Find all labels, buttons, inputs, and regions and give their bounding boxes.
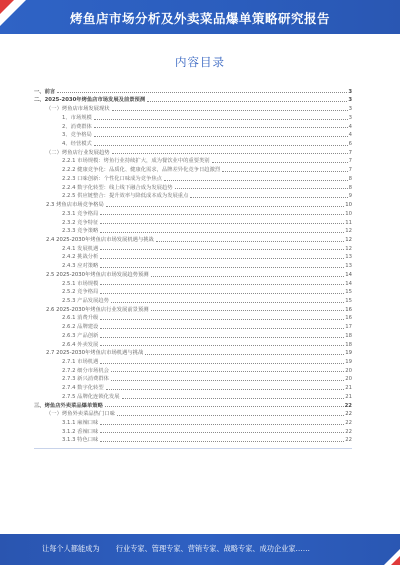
- toc-page-number: 22: [345, 428, 352, 435]
- toc-entry-text: 4、经营模式: [62, 141, 92, 148]
- toc-entry-text: 2.7.2 细分市场机会: [62, 367, 109, 374]
- toc-dot-leader: [122, 398, 345, 399]
- toc-page-number: 3: [348, 106, 352, 113]
- toc-page-number: 22: [345, 437, 352, 444]
- toc-entry-text: 2.5.2 竞争格局: [62, 289, 99, 296]
- toc-entry-text: 2.5 2025-2030年烤鱼店市场发展趋势预测: [46, 271, 149, 278]
- toc-page-number: 18: [345, 341, 352, 348]
- toc-dot-leader: [57, 92, 347, 93]
- toc-page-number: 11: [345, 219, 352, 226]
- toc-page-number: 20: [345, 376, 352, 383]
- toc-entry[interactable]: [34, 234, 352, 243]
- table-of-contents: [34, 86, 352, 443]
- toc-entry-text: 2.6.1 消费升级: [62, 315, 99, 322]
- footer-red-accent: [391, 556, 400, 565]
- header-red-accent: [0, 0, 14, 14]
- toc-dot-leader: [190, 197, 347, 198]
- toc-dot-leader: [111, 302, 344, 303]
- toc-entry-text: 2.3.3 竞争策略: [62, 228, 99, 235]
- toc-entry-text: 2.2.4 数字化转型：线上线下融合成为发展趋势: [62, 184, 173, 191]
- toc-entry[interactable]: [34, 182, 352, 191]
- toc-page-number: 22: [344, 402, 352, 409]
- toc-entry[interactable]: [34, 156, 352, 165]
- toc-entry[interactable]: [34, 339, 352, 348]
- toc-page-number: 22: [345, 420, 352, 427]
- toc-dot-leader: [100, 214, 344, 215]
- toc-dot-leader: [111, 380, 344, 381]
- toc-page-number: 3: [348, 114, 352, 121]
- report-title: 烤鱼店市场分析及外卖菜品爆单策略研究报告: [69, 11, 330, 26]
- toc-entry-text: 1、市场规模: [62, 114, 92, 121]
- toc-entry[interactable]: [34, 321, 352, 330]
- toc-entry[interactable]: [34, 252, 352, 261]
- toc-entry[interactable]: [34, 287, 352, 296]
- toc-entry-text: 2.5.3 产品发展趋势: [62, 297, 109, 304]
- toc-entry[interactable]: [34, 260, 352, 269]
- toc-page-number: 7: [348, 158, 352, 165]
- toc-entry-text: 2.7.3 新兴消费群体: [62, 376, 109, 383]
- toc-entry[interactable]: [34, 356, 352, 365]
- toc-entry-text: 2.6.4 外卖发展: [62, 341, 99, 348]
- toc-entry-text: 2.6.3 产品创新: [62, 332, 99, 339]
- toc-entry-text: 3.1.3 特色口味: [62, 437, 99, 444]
- toc-entry[interactable]: [34, 164, 352, 173]
- toc-entry[interactable]: [34, 313, 352, 322]
- toc-entry-text: 二、2025-2030年烤鱼店市场发展及前景预测: [34, 97, 146, 104]
- toc-dot-leader: [100, 293, 344, 294]
- toc-page-number: 3: [348, 88, 352, 95]
- toc-entry[interactable]: [34, 269, 352, 278]
- toc-entry[interactable]: [34, 304, 352, 313]
- toc-page-number: 10: [345, 210, 352, 217]
- toc-dot-leader: [100, 432, 344, 433]
- toc-entry[interactable]: [34, 121, 352, 130]
- toc-dot-leader: [151, 276, 345, 277]
- toc-entry[interactable]: [34, 278, 352, 287]
- toc-page-number: 3: [348, 97, 352, 104]
- toc-entry[interactable]: [34, 417, 352, 426]
- toc-entry[interactable]: [34, 435, 352, 444]
- toc-dot-leader: [100, 328, 344, 329]
- toc-page-number: 14: [345, 271, 352, 278]
- toc-entry-text: 三、烤鱼店外卖菜品爆单策略: [34, 402, 103, 409]
- toc-page-number: 7: [348, 149, 352, 156]
- toc-dot-leader: [100, 249, 344, 250]
- toc-dot-leader: [105, 406, 344, 407]
- toc-entry[interactable]: [34, 199, 352, 208]
- toc-entry[interactable]: [34, 208, 352, 217]
- toc-page-number: 10: [345, 202, 352, 209]
- toc-dot-leader: [112, 110, 348, 111]
- toc-entry[interactable]: [34, 426, 352, 435]
- toc-entry[interactable]: [34, 173, 352, 182]
- toc-entry[interactable]: [34, 112, 352, 121]
- toc-divider: [34, 448, 352, 449]
- toc-page-number: 6: [348, 141, 352, 148]
- toc-dot-leader: [100, 267, 344, 268]
- toc-dot-leader: [94, 136, 348, 137]
- toc-page-number: 16: [345, 306, 352, 313]
- toc-dot-leader: [151, 310, 345, 311]
- toc-dot-leader: [94, 119, 348, 120]
- toc-entry[interactable]: [34, 391, 352, 400]
- toc-page-number: 16: [345, 315, 352, 322]
- toc-page-number: 19: [345, 350, 352, 357]
- toc-page-number: 21: [345, 385, 352, 392]
- toc-dot-leader: [175, 188, 348, 189]
- toc-entry-text: 2.4.3 应对策略: [62, 263, 99, 270]
- toc-entry[interactable]: [34, 191, 352, 200]
- toc-dot-leader: [106, 389, 345, 390]
- toc-entry-text: 3、竞争格局: [62, 132, 92, 139]
- toc-page-number: 22: [345, 411, 352, 418]
- toc-page-number: 4: [348, 123, 352, 130]
- toc-dot-leader: [212, 162, 348, 163]
- toc-dot-leader: [106, 206, 344, 207]
- toc-page-number: 12: [345, 236, 352, 243]
- toc-dot-leader: [164, 180, 348, 181]
- toc-dot-leader: [100, 424, 344, 425]
- toc-dot-leader: [100, 441, 344, 442]
- toc-page-number: 4: [348, 132, 352, 139]
- toc-entry-text: 2.7 2025-2030年烤鱼店市场机遇与挑战: [46, 350, 144, 357]
- toc-entry[interactable]: [34, 374, 352, 383]
- toc-entry-text: 2.7.1 市场机遇: [62, 359, 99, 365]
- toc-page-number: 9: [348, 193, 352, 200]
- toc-entry-text: 2.6 2025-2030年烤鱼店行业发展前景预测: [46, 306, 149, 313]
- toc-entry[interactable]: [34, 365, 352, 374]
- toc-page-number: 8: [348, 175, 352, 182]
- toc-entry-text: 2.4.1 发展机遇: [62, 245, 99, 252]
- toc-dot-leader: [94, 127, 348, 128]
- toc-entry-text: 2.3 烤鱼店市场竞争格局: [46, 202, 104, 209]
- toc-dot-leader: [112, 153, 348, 154]
- toc-dot-leader: [156, 241, 344, 242]
- toc-entry-text: 2.3.2 竞争特征: [62, 219, 99, 226]
- toc-dot-leader: [117, 415, 344, 416]
- toc-entry[interactable]: [34, 295, 352, 304]
- toc-page-number: 21: [345, 393, 352, 400]
- toc-page-number: 15: [345, 289, 352, 296]
- toc-entry-text: 2.3.1 竞争格局: [62, 210, 99, 217]
- toc-entry-text: 2.7.5 品牌化连锁化发展: [62, 393, 120, 400]
- toc-entry[interactable]: [34, 95, 352, 104]
- toc-page-number: 17: [345, 324, 352, 331]
- toc-dot-leader: [147, 101, 347, 102]
- toc-page-number: 19: [345, 359, 352, 365]
- toc-entry-text: 2.2.1 市场规模：烤鱼行业持续扩大，成为餐饮业中的重要类别: [62, 158, 210, 165]
- toc-dot-leader: [100, 223, 344, 224]
- toc-dot-leader: [100, 337, 344, 338]
- toc-entry-text: （二）烤鱼店行业发展趋势: [46, 149, 110, 156]
- toc-dot-leader: [222, 171, 347, 172]
- toc-dot-leader: [100, 232, 344, 233]
- toc-page-number: 14: [345, 280, 352, 287]
- toc-entry-text: 2.7.4 数字化转型: [62, 385, 104, 392]
- toc-dot-leader: [100, 345, 344, 346]
- toc-entry[interactable]: [34, 348, 352, 357]
- toc-dot-leader: [111, 371, 344, 372]
- toc-entry-text: 2.4.2 挑战分析: [62, 254, 99, 261]
- toc-entry-text: 2.4 2025-2030年烤鱼店市场发展机遇与挑战: [46, 236, 154, 243]
- footer-slogan: [42, 544, 310, 554]
- toc-dot-leader: [145, 354, 344, 355]
- toc-page-number: 13: [345, 263, 352, 270]
- toc-entry[interactable]: [34, 226, 352, 235]
- toc-page-number: 12: [345, 228, 352, 235]
- toc-entry[interactable]: [34, 86, 352, 95]
- toc-page-number: 12: [345, 245, 352, 252]
- toc-page-number: 8: [348, 184, 352, 191]
- toc-entry-text: 2.6.2 品牌建设: [62, 324, 99, 331]
- toc-page-number: 13: [345, 254, 352, 261]
- toc-entry[interactable]: [34, 409, 352, 418]
- toc-dot-leader: [100, 284, 344, 285]
- toc-page-number: 15: [345, 297, 352, 304]
- toc-title: 内容目录: [175, 55, 225, 69]
- toc-page-number: 20: [345, 367, 352, 374]
- toc-entry[interactable]: [34, 130, 352, 139]
- toc-dot-leader: [94, 145, 348, 146]
- toc-entry-text: 2、消费群体: [62, 123, 92, 130]
- toc-page-number: 18: [345, 332, 352, 339]
- toc-entry[interactable]: [34, 217, 352, 226]
- toc-entry-text: 2.2.5 供应链整合：提升效率与降低成本成为发展重点: [62, 193, 189, 200]
- toc-entry-text: 2.2.2 健康竞争化：品质化、健康化需求，品牌差异化竞争日趋激烈: [62, 167, 221, 174]
- toc-entry-text: 3.1.2 香辣口味: [62, 428, 99, 435]
- toc-entry[interactable]: [34, 243, 352, 252]
- toc-entry[interactable]: [34, 103, 352, 112]
- toc-entry[interactable]: [34, 138, 352, 147]
- toc-entry[interactable]: [34, 400, 352, 409]
- footer-lead: 让每个人都能成为: [42, 544, 100, 553]
- toc-entry[interactable]: [34, 330, 352, 339]
- footer-roles: 行业专家、管理专家、营销专家、战略专家、成功企业家……: [115, 544, 310, 553]
- toc-entry[interactable]: [34, 382, 352, 391]
- toc-entry-text: （一）烤鱼店市场发展现状: [46, 106, 110, 113]
- toc-dot-leader: [100, 258, 344, 259]
- toc-entry-text: 2.5.1 市场规模: [62, 280, 99, 287]
- toc-entry-text: 3.1.1 麻辣口味: [62, 420, 99, 427]
- toc-entry[interactable]: [34, 147, 352, 156]
- footer-banner: [0, 534, 400, 565]
- toc-page-number: 7: [348, 167, 352, 174]
- toc-entry-text: 2.2.3 口味创新：个性化口味成为竞争焦点: [62, 175, 162, 182]
- toc-dot-leader: [100, 319, 344, 320]
- toc-dot-leader: [100, 363, 344, 364]
- toc-entry-text: （一）烤鱼外卖菜品热门口味: [46, 411, 115, 418]
- toc-entry-text: 一、前言: [34, 88, 56, 95]
- header-banner: [0, 0, 400, 34]
